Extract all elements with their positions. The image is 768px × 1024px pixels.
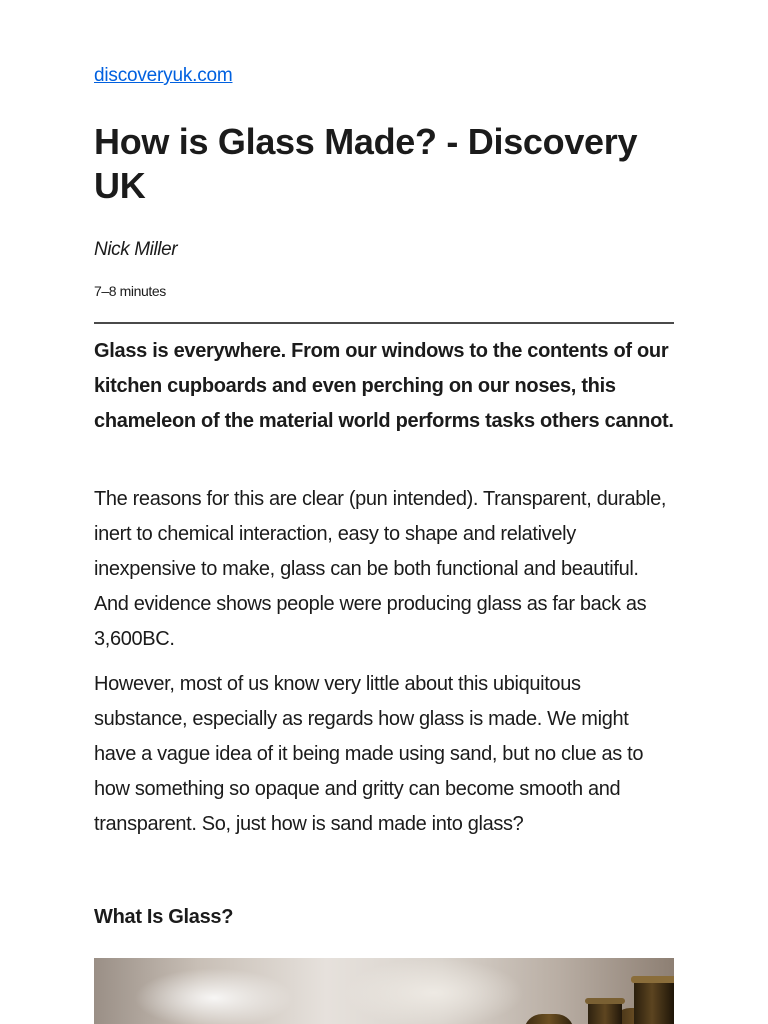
bottle-shape: [588, 998, 622, 1024]
article-author: Nick Miller: [94, 239, 178, 260]
article-paragraph: The reasons for this are clear (pun intended). Transparent, durable, inert to chemical interaction, easy to shape and relatively inexpensive to make, glass can be both functional and beautiful. And evidence shows people were producing glass as far back as 3,600BC.: [94, 488, 667, 650]
article-title: How is Glass Made? - Discovery UK: [94, 121, 638, 206]
image-background-blur: [344, 958, 524, 1024]
glass-bottles-image: [94, 958, 674, 1024]
article-paragraph: However, most of us know very little about this ubiquitous substance, especially as regards how glass is made. We might have a vague idea of it being made using sand, but no clue as to how something so opaque and gritty can become smooth and transparent. So, just how is sand made into glass?: [94, 673, 644, 835]
source-site-link[interactable]: discoveryuk.com: [94, 65, 233, 86]
bottle-shape: [634, 976, 674, 1024]
header-divider: [94, 322, 674, 324]
section-heading: What Is Glass?: [94, 906, 234, 928]
reading-time-estimate: 7–8 minutes: [94, 283, 166, 299]
bottle-shape: [524, 1014, 574, 1024]
image-background-blur: [134, 968, 294, 1024]
article-lead-paragraph: Glass is everywhere. From our windows to the contents of our kitchen cupboards and even perching on our noses, this chameleon of the material world performs tasks others cannot.: [94, 340, 674, 432]
